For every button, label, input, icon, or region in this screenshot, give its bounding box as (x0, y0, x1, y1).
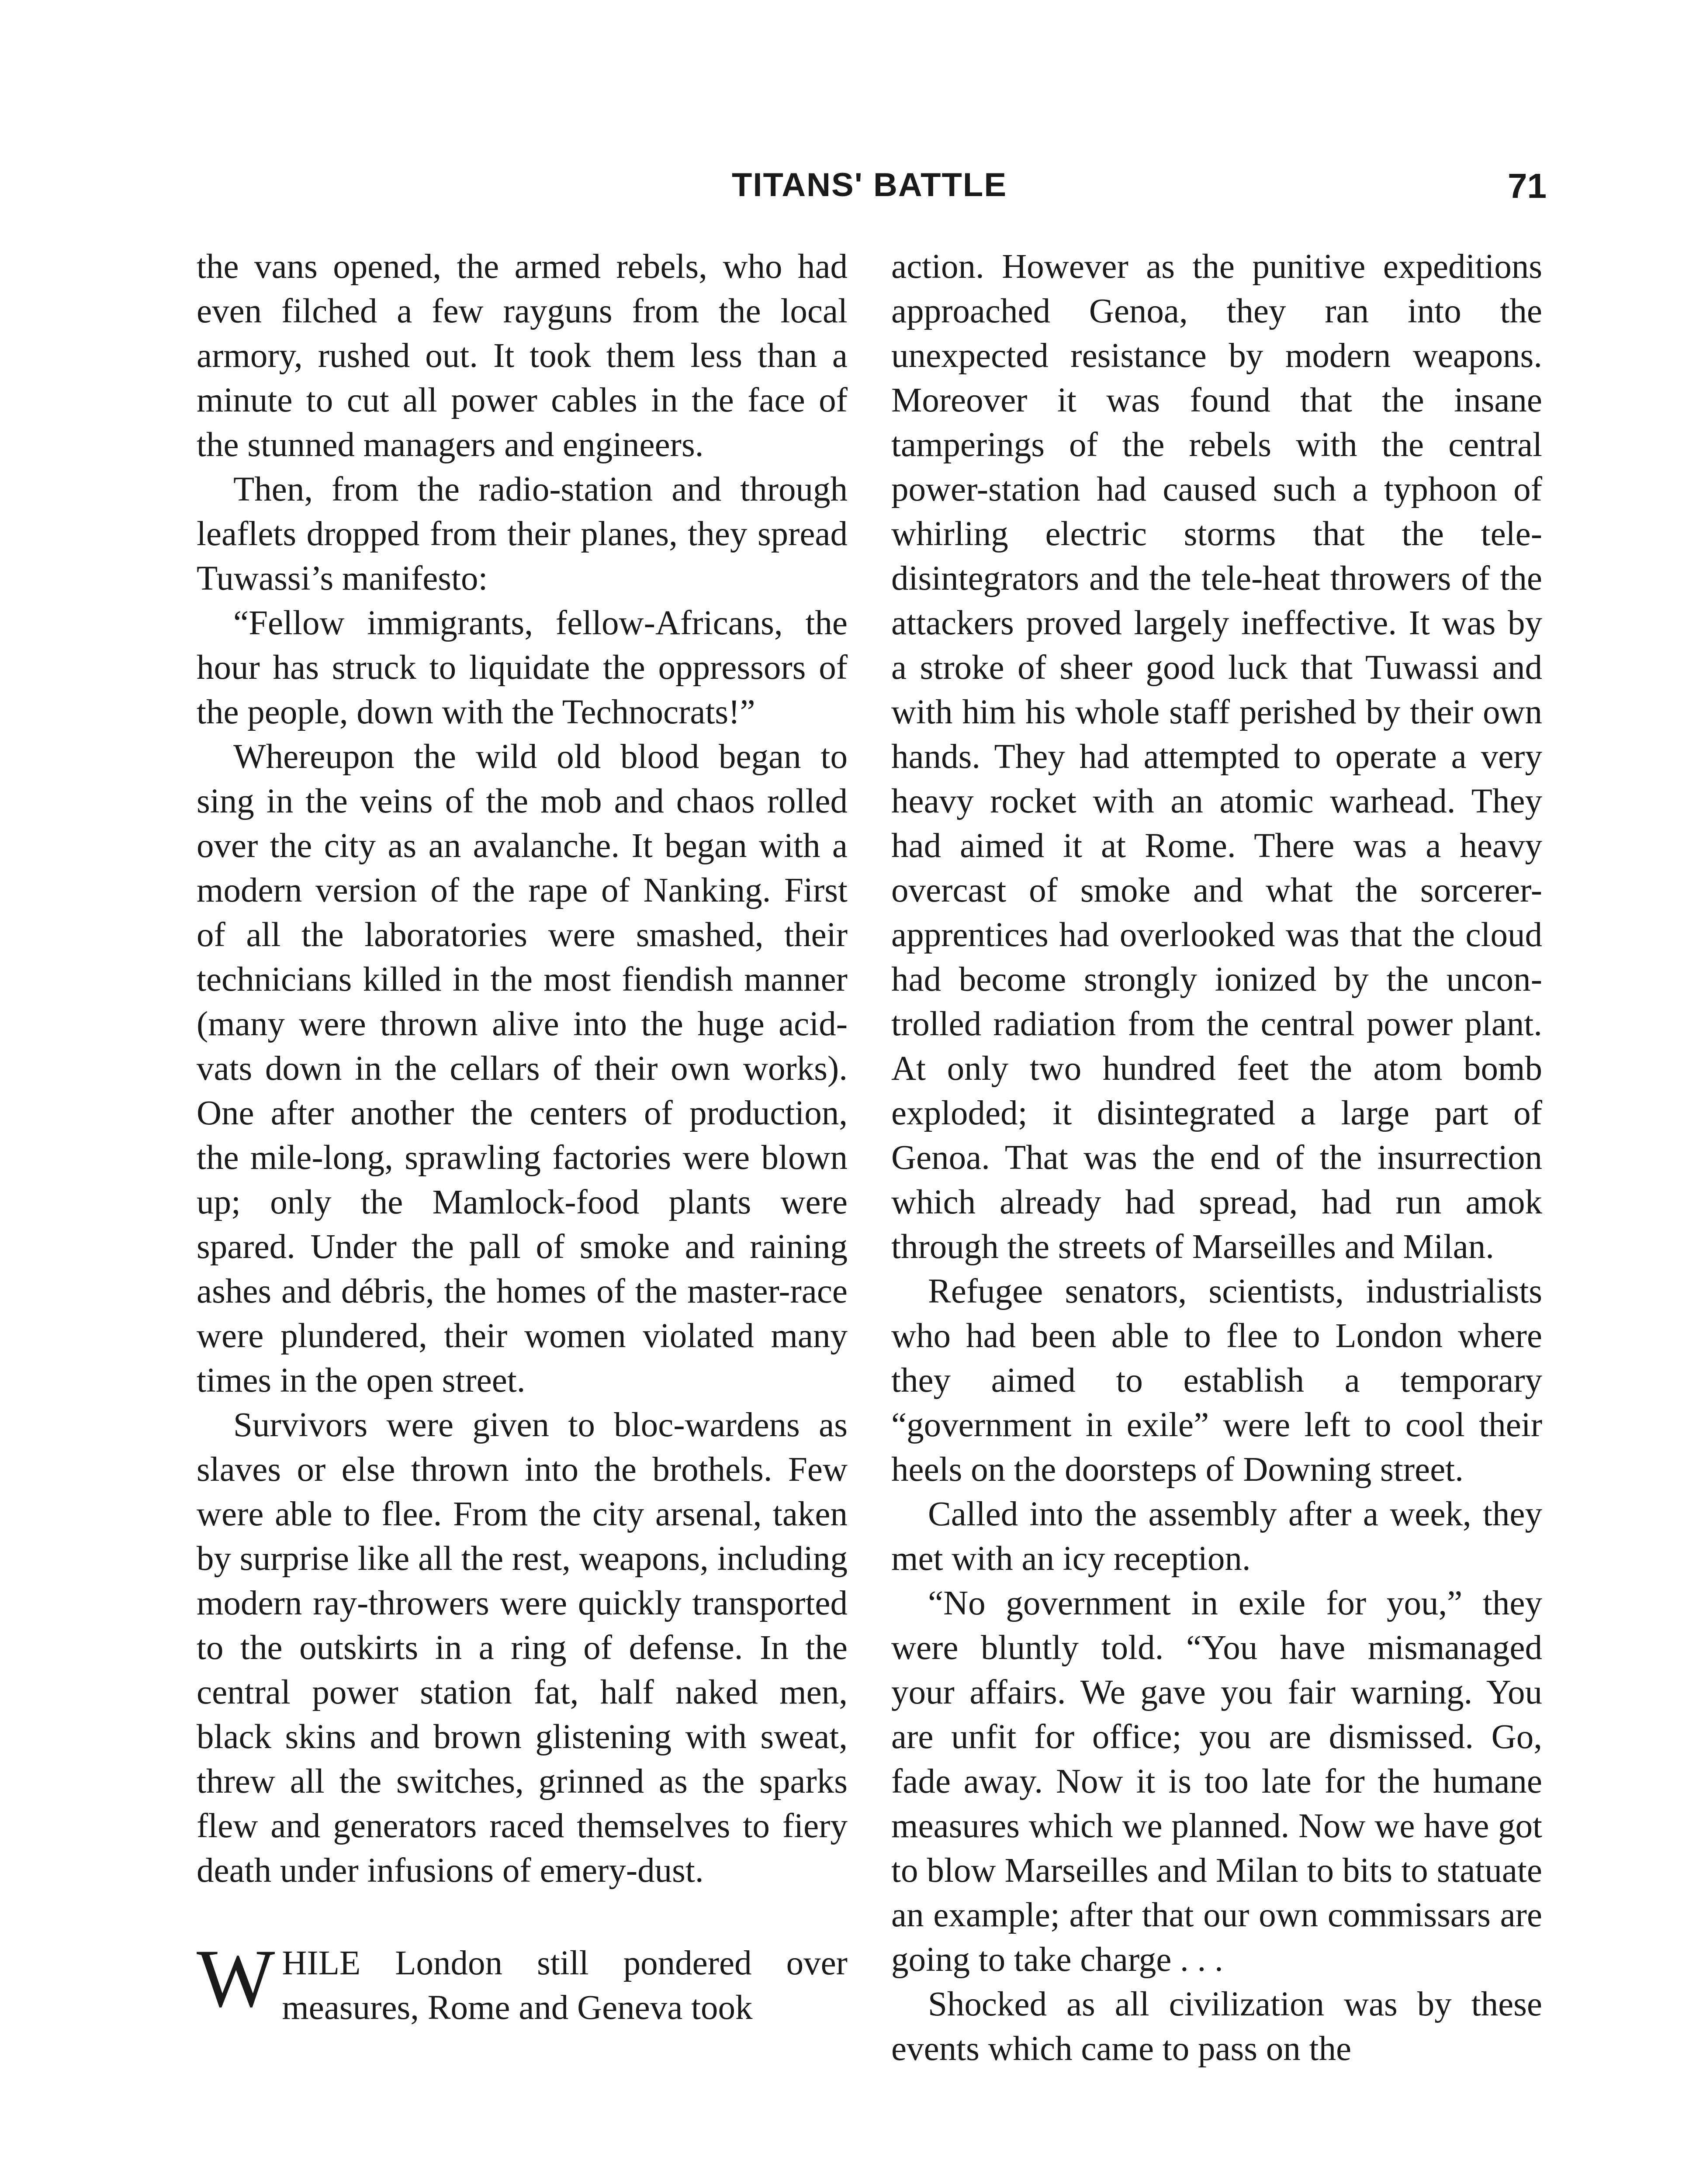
paragraph: action. However as the punitive expeditions approached Genoa, they ran into the unexpected resistance by modern weapons. Moreover it was found that the insane tamperings of the rebels with the central power-station had caused such a typhoon of whirling electric storms that the teledisintegrators and the tele-heat throwers of the attackers proved largely ineffective. It was by a stroke of sheer good luck that Tuwassi and with him his whole staff perished by their own hands. They had attempted to operate a very heavy rocket with an atomic warhead. They had aimed it at Rome. There was a heavy overcast of smoke and what the sorcerer-apprentices had overlooked was that the cloud had become strongly ionized by the uncontrolled radiation from the central power plant. At only two hundred feet the atom bomb exploded; it disintegrated a large part of Genoa. That was the end of the insurrection which already had spread, had run amok through the streets of Marseilles and Milan. (891, 248, 1542, 1266)
paragraph: Survivors were given to bloc-wardens as slaves or else thrown into the brothels. Few were able to flee. From the city arsenal, taken by surprise like all the rest, weapons, including modern ray-throwers were quickly transported to the outskirts in a ring of defense. In the central power station fat, half naked men, black skins and brown glistening with sweat, threw all the switches, grinned as the sparks flew and generators raced themselves to fiery death under infusions of emery-dust. (197, 1406, 848, 1890)
paragraph: Refugee senators, scientists, industrialists who had been able to flee to London where they aimed to establish a temporary “government in exile” were left to cool their heels on the doorsteps of Downing street. (891, 1272, 1542, 1489)
drop-cap: W (197, 1933, 275, 2025)
paragraph: Shocked as all civilization was by these events which came to pass on the (891, 1985, 1542, 2068)
paragraph: “No government in exile for you,” they were bluntly told. “You have mismanaged your affairs. We gave you fair warning. You are unfit for office; you are dismissed. Go, fade away. Now it is too late for the humane measures which we planned. Now we have got to blow Marseilles and Milan to bits to statuate an example; after that our own commissars are going to take charge . . . (891, 1584, 1542, 1979)
running-title: TITANS' BATTLE (731, 166, 1007, 204)
paragraph: Then, from the radio-station and through leaflets dropped from their planes, they spread Tuwassi’s manifesto: (197, 470, 848, 598)
section-break (197, 1893, 848, 1941)
paragraph: Whereupon the wild old blood began to sing in the veins of the mob and chaos rolled over the city as an avalanche. It began with a modern version of the rape of Nanking. First of all the laboratories were smashed, their technicians killed in the most fiendish manner (many were thrown alive into the huge acid-vats down in the cellars of their own works). One after another the centers of production, the mile-long, sprawling factories were blown up; only the Mamlock-food plants were spared. Under the pall of smoke and raining ashes and débris, the homes of the master-race were plundered, their women violated many times in the open street. (197, 738, 848, 1400)
page-header (192, 166, 1547, 214)
paragraph: the vans opened, the armed rebels, who had even filched a few rayguns from the local armory, rushed out. It took them less than a minute to cut all power cables in the face of the stunned managers and engineers. (197, 248, 848, 464)
page-number: 71 (1508, 166, 1547, 205)
right-column (891, 245, 1542, 2071)
paragraph: “Fellow immigrants, fellow-Africans, the hour has struck to liquidate the oppressors of the people, down with the Technocrats!” (197, 604, 848, 731)
dropcap-paragraph (197, 1933, 848, 2030)
left-column (197, 245, 848, 2030)
paragraph: Called into the assembly after a week, they met with an icy reception. (891, 1495, 1542, 1578)
paragraph-text: HILE London still pondered over measures, Rome and Geneva took (282, 1944, 848, 2027)
